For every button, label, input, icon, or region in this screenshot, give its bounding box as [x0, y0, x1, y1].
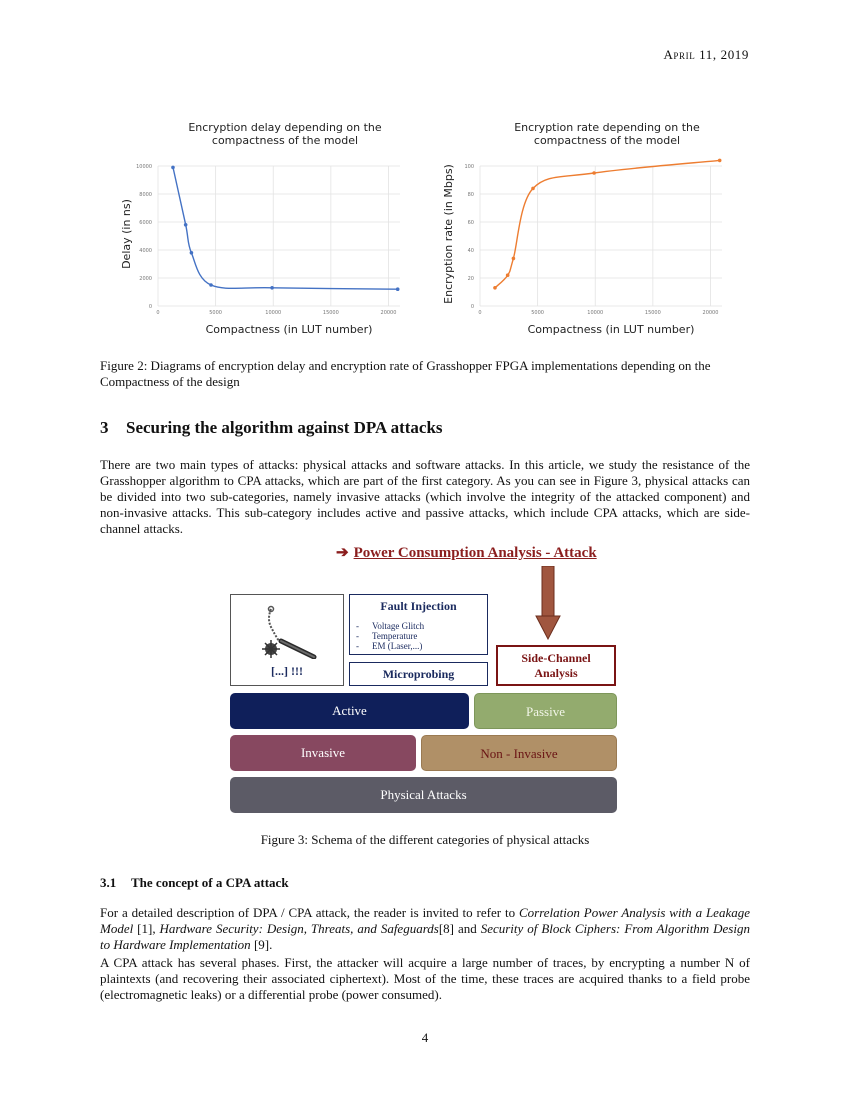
- section-3-heading: [100, 418, 443, 438]
- delay-xlabel: Compactness (in LUT number): [205, 323, 373, 336]
- delay-chart-svg: [110, 116, 428, 346]
- delay-ytick-3: 6000: [139, 220, 152, 226]
- rate-point-0: [493, 286, 497, 290]
- non-invasive-bar: Non - Invasive: [421, 735, 617, 771]
- delay-ytick-4: 8000: [139, 192, 152, 198]
- side-channel-box: [496, 645, 616, 686]
- cpa-phases-paragraph: A CPA attack has several phases. First, the attacker will acquire a large number of traces, by encrypting a number N of plaintexts (and recovering their associated ciphertext). Most of the time, these traces are acquired thanks to a field probe (electromagnetic leaks) or a differential probe (power consumed).: [100, 955, 750, 1002]
- active-bar: Active: [230, 693, 469, 729]
- rate-ytick-2: 40: [467, 248, 474, 254]
- delay-ytick-0: 0: [148, 304, 152, 310]
- chart-encryption-rate: [432, 116, 750, 346]
- ref-title-3: Security of Block Ciphers: From Algorithm Design to Hardware Implementation: [100, 921, 750, 952]
- header-date: April 11, 2019: [663, 47, 749, 62]
- fault-item-temperature: - Temperature: [356, 631, 424, 641]
- passive-bar: Passive: [474, 693, 617, 729]
- rate-ytick-4: 80: [467, 192, 474, 198]
- rate-xlabel: Compactness (in LUT number): [527, 323, 695, 336]
- side-channel-line-2: Analysis: [534, 666, 578, 680]
- section-number: 3: [100, 418, 109, 437]
- page-number: 4: [421, 1030, 429, 1045]
- fault-injection-list: [356, 621, 424, 651]
- intro-paragraph: There are two main types of attacks: physical attacks and software attacks. In this article, we study the resistance of the Grasshopper algorithm to CPA attacks, which are part of the first category. As you can see in Figure 3, physical attacks can be divided into two sub-categories, namely invasive attacks (which involve the integrity of the attacked component) and non-invasive attacks. This sub-category includes active and passive attacks, which include CPA attacks, which are side-channel attacks.: [100, 457, 750, 536]
- fault-injection-box: [349, 594, 488, 655]
- rate-xtick-4: 20000: [702, 310, 719, 316]
- delay-ytick-5: 10000: [136, 164, 152, 170]
- ref-text-4: [9].: [250, 937, 273, 952]
- rate-ytick-5: 100: [464, 164, 474, 170]
- physical-attacks-bar: Physical Attacks: [230, 777, 617, 813]
- delay-series-line: [173, 167, 398, 289]
- chart-encryption-delay: [110, 116, 428, 346]
- side-channel-line-1: Side-Channel: [521, 651, 591, 665]
- delay-point-1: [184, 223, 188, 227]
- delay-point-0: [171, 166, 175, 170]
- delay-xtick-4: 20000: [380, 310, 397, 316]
- rate-point-1: [506, 273, 510, 277]
- section-title: Securing the algorithm against DPA attacks: [126, 418, 443, 437]
- delay-point-5: [396, 287, 400, 291]
- rate-ytick-3: 60: [467, 220, 474, 226]
- figure-2-caption: Figure 2: Diagrams of encryption delay and encryption rate of Grasshopper FPGA implementations depending on the Compactness of the design: [100, 358, 711, 389]
- subsection-number: 3.1: [100, 875, 117, 890]
- delay-xtick-1: 5000: [209, 310, 222, 316]
- delay-xtick-3: 15000: [322, 310, 339, 316]
- schema-title: [336, 543, 597, 562]
- rate-xtick-1: 5000: [531, 310, 544, 316]
- rate-point-2: [512, 257, 516, 261]
- delay-point-3: [209, 283, 213, 287]
- rate-point-3: [531, 187, 535, 191]
- rate-ytick-1: 20: [467, 276, 474, 282]
- ref-text-1: For a detailed description of DPA / CPA attack, the reader is invited to refer to: [100, 905, 519, 920]
- flail-weapon-icon: [259, 603, 319, 659]
- delay-ylabel: Delay (in ns): [120, 199, 133, 269]
- rate-ytick-0: 0: [470, 304, 474, 310]
- weapon-label: [...] !!!: [271, 664, 303, 678]
- delay-point-4: [270, 286, 274, 290]
- delay-xtick-2: 10000: [265, 310, 282, 316]
- rate-point-4: [592, 171, 596, 175]
- subsection-title: The concept of a CPA attack: [131, 875, 289, 890]
- fault-item-em: - EM (Laser,...): [356, 641, 424, 651]
- rate-ylabel: Encryption rate (in Mbps): [442, 164, 455, 304]
- delay-title-line-2: compactness of the model: [211, 134, 359, 147]
- rate-xtick-2: 10000: [587, 310, 604, 316]
- rate-point-5: [718, 159, 722, 163]
- rate-title-line-2: compactness of the model: [533, 134, 681, 147]
- rate-xtick-0: 0: [478, 310, 482, 316]
- delay-point-2: [190, 251, 194, 255]
- rate-title-line-1: Encryption rate depending on the: [514, 121, 700, 134]
- schema-title-text: Power Consumption Analysis - Attack: [353, 545, 597, 561]
- subsection-3-1-heading: [100, 875, 289, 891]
- ref-title-2: Hardware Security: Design, Threats, and Safeguards: [159, 921, 439, 936]
- delay-ytick-2: 4000: [139, 248, 152, 254]
- invasive-bar: Invasive: [230, 735, 416, 771]
- fault-injection-title: Fault Injection: [380, 599, 457, 613]
- ref-text-2: [1],: [133, 921, 160, 936]
- arrow-down-icon: [535, 566, 561, 640]
- delay-title-line-1: Encryption delay depending on the: [188, 121, 382, 134]
- rate-xtick-3: 15000: [644, 310, 661, 316]
- microprobing-box: Microprobing: [349, 662, 488, 686]
- fault-item-voltage: - Voltage Glitch: [356, 621, 424, 631]
- delay-ytick-1: 2000: [139, 276, 152, 282]
- weapon-box: [230, 594, 344, 686]
- delay-xtick-0: 0: [156, 310, 160, 316]
- reference-paragraph: [100, 905, 750, 953]
- ref-text-3: [8] and: [438, 921, 481, 936]
- arrow-right-icon: ➔: [336, 545, 349, 561]
- ref-title-1: Correlation Power Analysis with a Leakage Model: [100, 905, 750, 936]
- rate-series-line: [495, 160, 720, 287]
- figure-3-caption: Figure 3: Schema of the different categories of physical attacks: [260, 832, 590, 847]
- rate-chart-svg: [432, 116, 750, 346]
